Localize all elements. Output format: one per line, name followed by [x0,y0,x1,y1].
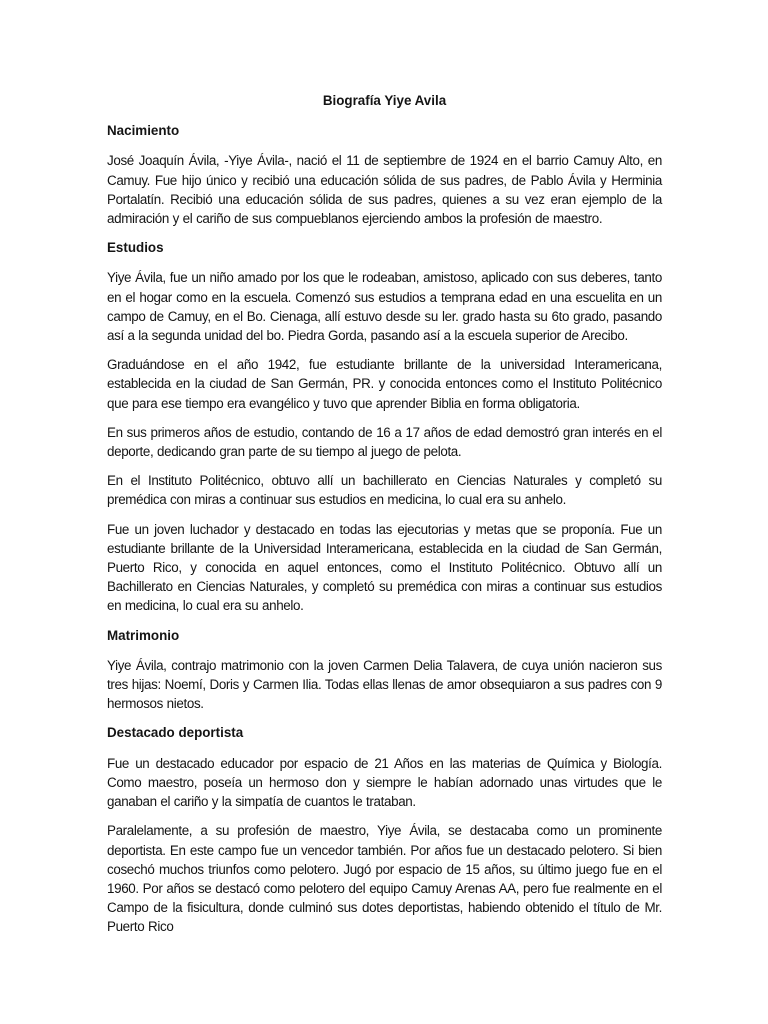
paragraph: Yiye Ávila, fue un niño amado por los que le rodeaban, amistoso, aplicado con sus deberes, tanto en el hogar como en la escuela. Comenzó sus estudios a temprana edad en una escuelita en un campo de Camuy, en el Bo. Cienaga, allí estuvo desde su ler. grado hasta su 6to grado, pasando así a la segunda unidad del bo. Piedra Gorda, pasando así a la escuela superior de Arecibo. [107,270,662,344]
paragraph: Paralelamente, a su profesión de maestro, Yiye Ávila, se destacaba como un prominente deportista. En este campo fue un vencedor también. Por años fue un destacado pelotero. Si bien cosechó muchos triunfos como pelotero. Jugó por espacio de 15 años, su último juego fue en el 1960. Por años se destacó como pelotero del equipo Camuy Arenas AA, pero fue realmente en el Campo de la fisicultura, donde culminó sus dotes deportistas, habiendo obtenido el título de Mr. Puerto Rico [107,823,662,935]
section-heading: Nacimiento [107,123,180,139]
paragraph: Yiye Ávila, contrajo matrimonio con la joven Carmen Delia Talavera, de cuya unión nacieron sus tres hijas: Noemí, Doris y Carmen Ilia. Todas ellas llenas de amor obsequiaron a sus padres con 9 hermosos nietos. [107,657,662,712]
section-estudios [107,238,662,615]
section-destacado-deportista [107,723,662,936]
section-nacimiento [107,121,662,228]
section-matrimonio [107,626,662,714]
paragraph: En el Instituto Politécnico, obtuvo allí un bachillerato en Ciencias Naturales y completó su premédica con miras a continuar sus estudios en medicina, lo cual era su anhelo. [107,473,662,508]
paragraph: Fue un destacado educador por espacio de 21 Años en las materias de Química y Biología. Como maestro, poseía un hermoso don y siempre le habían adornado unas virtudes que le ganaban el cariño y la simpatía de cuantos le trataban. [107,755,662,810]
section-heading: Destacado deportista [107,725,244,741]
document-title: Biografía Yiye Avila [322,93,447,108]
paragraph: Graduándose en el año 1942, fue estudiante brillante de la universidad Interamericana, establecida en la ciudad de San Germán, PR. y conocida entonces como el Instituto Politécnico que para ese tiempo era evangélico y tuvo que aprender Biblia en forma obligatoria. [107,357,662,411]
document-body [107,91,662,947]
section-heading: Estudios [107,240,164,256]
paragraph: Fue un joven luchador y destacado en todas las ejecutorias y metas que se proponía. Fue un estudiante brillante de la Universidad Interamericana, establecida en la ciudad de San Germán, Puerto Rico, y conocida en aquel entonces, como el Instituto Politécnico. Obtuvo allí un Bachillerato en Ciencias Naturales, y completó su premédica con miras a continuar sus estudios en medicina, lo cual era su anhelo. [107,521,662,614]
paragraph: José Joaquín Ávila, -Yiye Ávila-, nació el 11 de septiembre de 1924 en el barrio Camuy Alto, en Camuy. Fue hijo único y recibió una educación sólida de sus padres, de Pablo Ávila y Herminia Portalatín. Recibió una educación sólida de sus padres, quienes a su vez eran ejemplo de la admiración y el cariño de sus compueblanos ejerciendo ambos la profesión de maestro. [107,153,662,227]
section-heading: Matrimonio [107,627,180,643]
paragraph: En sus primeros años de estudio, contando de 16 a 17 años de edad demostró gran interés en el deporte, dedicando gran parte de su tiempo al juego de pelota. [107,424,662,460]
